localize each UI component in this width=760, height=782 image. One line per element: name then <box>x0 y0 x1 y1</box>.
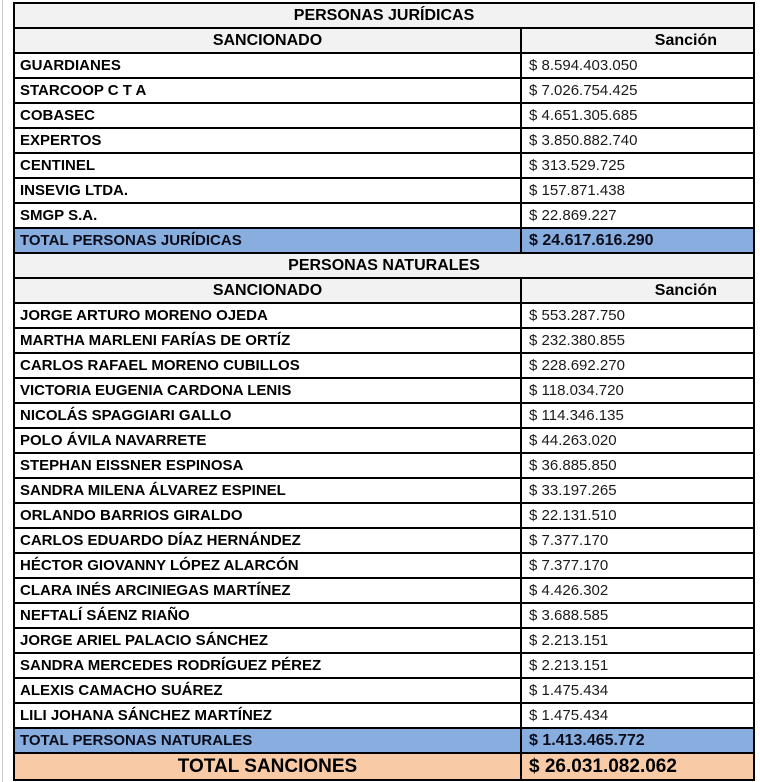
data-row <box>14 478 754 503</box>
sanctioned-name-cell: MARTHA MARLENI FARÍAS DE ORTÍZ <box>14 328 521 353</box>
data-row <box>14 178 754 203</box>
data-row <box>14 628 754 653</box>
data-row <box>14 403 754 428</box>
sanctioned-name-cell: STARCOOP C T A <box>14 78 521 103</box>
sanction-amount-cell: $ 7.026.754.425 <box>521 78 754 103</box>
col-header <box>14 278 754 303</box>
section-title <box>14 3 754 28</box>
sanction-amount-cell: $ 232.380.855 <box>521 328 754 353</box>
sanctioned-name-cell: NEFTALÍ SÁENZ RIAÑO <box>14 603 521 628</box>
section-title: PERSONAS JURÍDICAS <box>14 3 754 28</box>
data-row <box>14 353 754 378</box>
data-row <box>14 653 754 678</box>
sanction-amount-cell: $ 3.850.882.740 <box>521 128 754 153</box>
sanctioned-name-cell: CARLOS RAFAEL MORENO CUBILLOS <box>14 353 521 378</box>
sanction-amount-cell: $ 1.475.434 <box>521 703 754 728</box>
sanction-amount-cell: $ 4.651.305.685 <box>521 103 754 128</box>
column-header-sancion: Sanción <box>521 278 754 303</box>
sanctions-table <box>13 2 755 781</box>
data-row <box>14 578 754 603</box>
column-header-sancionado: SANCIONADO <box>14 278 521 303</box>
sanctioned-name-cell: CARLOS EDUARDO DÍAZ HERNÁNDEZ <box>14 528 521 553</box>
sanction-amount-cell: $ 118.034.720 <box>521 378 754 403</box>
sanction-amount-cell: $ 8.594.403.050 <box>521 53 754 78</box>
data-row <box>14 303 754 328</box>
sanctioned-name-cell: ALEXIS CAMACHO SUÁREZ <box>14 678 521 703</box>
sanctioned-name-cell: JORGE ARTURO MORENO OJEDA <box>14 303 521 328</box>
section-title <box>14 253 754 278</box>
sanctioned-name-cell: VICTORIA EUGENIA CARDONA LENIS <box>14 378 521 403</box>
sanctioned-name-cell: INSEVIG LTDA. <box>14 178 521 203</box>
data-row <box>14 153 754 178</box>
sanction-amount-cell: $ 7.377.170 <box>521 553 754 578</box>
sanction-amount-cell: $ 2.213.151 <box>521 628 754 653</box>
data-row <box>14 78 754 103</box>
sanctioned-name-cell: POLO ÁVILA NAVARRETE <box>14 428 521 453</box>
total-row <box>14 228 754 253</box>
data-row <box>14 128 754 153</box>
sanction-amount-cell: $ 2.213.151 <box>521 653 754 678</box>
sanctioned-name-cell: SANDRA MILENA ÁLVAREZ ESPINEL <box>14 478 521 503</box>
column-header-sancion: Sanción <box>521 28 754 53</box>
sanction-amount-cell: $ 7.377.170 <box>521 528 754 553</box>
sanctioned-name-cell: HÉCTOR GIOVANNY LÓPEZ ALARCÓN <box>14 553 521 578</box>
sanction-amount-cell: $ 22.131.510 <box>521 503 754 528</box>
section-total-value: $ 24.617.616.290 <box>521 228 754 253</box>
data-row <box>14 453 754 478</box>
sanctioned-name-cell: JORGE ARIEL PALACIO SÁNCHEZ <box>14 628 521 653</box>
section-title: PERSONAS NATURALES <box>14 253 754 278</box>
data-row <box>14 103 754 128</box>
sanction-amount-cell: $ 1.475.434 <box>521 678 754 703</box>
sanction-amount-cell: $ 553.287.750 <box>521 303 754 328</box>
sanction-amount-cell: $ 313.529.725 <box>521 153 754 178</box>
sanctioned-name-cell: LILI JOHANA SÁNCHEZ MARTÍNEZ <box>14 703 521 728</box>
sanctioned-name-cell: COBASEC <box>14 103 521 128</box>
sanction-amount-cell: $ 228.692.270 <box>521 353 754 378</box>
data-row <box>14 203 754 228</box>
column-header-sancionado: SANCIONADO <box>14 28 521 53</box>
data-row <box>14 553 754 578</box>
sanctioned-name-cell: SMGP S.A. <box>14 203 521 228</box>
section-total-label: TOTAL PERSONAS JURÍDICAS <box>14 228 521 253</box>
sanction-amount-cell: $ 36.885.850 <box>521 453 754 478</box>
section-total-value: $ 1.413.465.772 <box>521 728 754 753</box>
data-row <box>14 378 754 403</box>
sanctioned-name-cell: ORLANDO BARRIOS GIRALDO <box>14 503 521 528</box>
grand-total-label: TOTAL SANCIONES <box>14 753 521 780</box>
section-total-label: TOTAL PERSONAS NATURALES <box>14 728 521 753</box>
sanctioned-name-cell: CLARA INÉS ARCINIEGAS MARTÍNEZ <box>14 578 521 603</box>
sanction-amount-cell: $ 4.426.302 <box>521 578 754 603</box>
data-row <box>14 503 754 528</box>
sanctioned-name-cell: CENTINEL <box>14 153 521 178</box>
data-row <box>14 528 754 553</box>
grand-total-value: $ 26.031.082.062 <box>521 753 754 780</box>
data-row <box>14 53 754 78</box>
sanction-amount-cell: $ 33.197.265 <box>521 478 754 503</box>
data-row <box>14 428 754 453</box>
sanction-amount-cell: $ 3.688.585 <box>521 603 754 628</box>
sanction-amount-cell: $ 44.263.020 <box>521 428 754 453</box>
sanctioned-name-cell: NICOLÁS SPAGGIARI GALLO <box>14 403 521 428</box>
sanctioned-name-cell: STEPHAN EISSNER ESPINOSA <box>14 453 521 478</box>
total-row <box>14 728 754 753</box>
sanction-amount-cell: $ 22.869.227 <box>521 203 754 228</box>
col-header <box>14 28 754 53</box>
spreadsheet-area <box>13 2 755 781</box>
screenshot-edge-gridline-artifact <box>2 0 3 782</box>
sanctioned-name-cell: EXPERTOS <box>14 128 521 153</box>
data-row <box>14 328 754 353</box>
sanctioned-name-cell: GUARDIANES <box>14 53 521 78</box>
grand-total-row <box>14 753 754 780</box>
sanction-amount-cell: $ 114.346.135 <box>521 403 754 428</box>
data-row <box>14 703 754 728</box>
sanction-amount-cell: $ 157.871.438 <box>521 178 754 203</box>
data-row <box>14 678 754 703</box>
sanctioned-name-cell: SANDRA MERCEDES RODRÍGUEZ PÉREZ <box>14 653 521 678</box>
data-row <box>14 603 754 628</box>
